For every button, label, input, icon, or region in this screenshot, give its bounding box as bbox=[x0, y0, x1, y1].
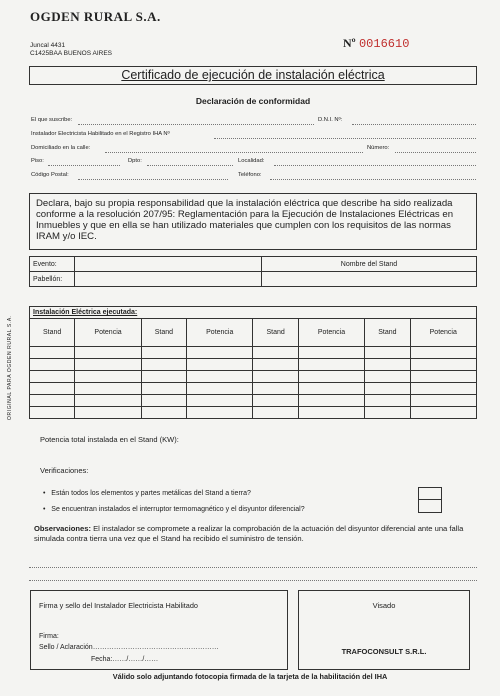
field-suscribe-line[interactable] bbox=[78, 124, 314, 125]
installation-cell[interactable] bbox=[30, 407, 75, 419]
footer-note: Válido solo adjuntando fotocopia firmada de la tarjeta de la habilitación del IHA bbox=[112, 672, 388, 681]
checkbox-divider bbox=[419, 499, 441, 500]
installation-cell[interactable] bbox=[75, 407, 141, 419]
verificaciones-label: Verificaciones: bbox=[40, 466, 89, 475]
installation-cell[interactable] bbox=[141, 371, 186, 383]
verificacion-item-2-text: Se encuentran instalados el interruptor termomagnético y el disyuntor diferencial? bbox=[51, 506, 305, 513]
installation-row bbox=[30, 383, 477, 395]
field-dpto-line[interactable] bbox=[147, 165, 233, 166]
installation-cell[interactable] bbox=[410, 395, 476, 407]
installation-cell[interactable] bbox=[253, 395, 298, 407]
verificaciones-checkbox[interactable] bbox=[418, 487, 442, 513]
visado-title: Visado bbox=[372, 601, 396, 610]
installation-cell[interactable] bbox=[141, 407, 186, 419]
observaciones-text: El instalador se compromete a realizar la comprobación de la actuación del disyuntor diferencial ante una falla simulada contra tierra una vez que el Stand ha recibido el suministro de tensión. bbox=[34, 524, 464, 543]
installation-cell[interactable] bbox=[187, 347, 253, 359]
installation-row bbox=[30, 371, 477, 383]
field-piso: Piso: bbox=[31, 158, 44, 164]
installation-cell[interactable] bbox=[75, 371, 141, 383]
installation-cell[interactable] bbox=[187, 395, 253, 407]
signature-firma: Firma: bbox=[39, 633, 59, 640]
observaciones-label: Observaciones: bbox=[34, 524, 91, 533]
serial-number bbox=[343, 36, 409, 51]
company-address bbox=[30, 42, 112, 58]
installation-col-header: Potencia bbox=[410, 319, 476, 347]
installation-cell[interactable] bbox=[410, 359, 476, 371]
signature-box[interactable] bbox=[30, 590, 288, 670]
visado-box[interactable] bbox=[298, 590, 470, 670]
installation-row bbox=[30, 359, 477, 371]
document-subtitle: Declaración de conformidad bbox=[195, 96, 311, 106]
installation-cell[interactable] bbox=[30, 347, 75, 359]
address-line-1: Juncal 4431 bbox=[30, 42, 66, 49]
installation-cell[interactable] bbox=[298, 371, 364, 383]
verificacion-item-1: • Están todos los elementos y partes metálicas del Stand a tierra? bbox=[43, 490, 251, 497]
event-label: Evento: bbox=[30, 257, 75, 272]
field-instalador-line[interactable] bbox=[214, 138, 476, 139]
signature-title: Firma y sello del Instalador Electricista Habilitado bbox=[39, 601, 198, 610]
declaration-box: Declara, bajo su propia responsabilidad que la instalación eléctrica que describe ha sido realizada conforme a la resolución 207/95: Reglamentación para la Ejecución de Instalaciones Eléctricas en Inmuebles y que en ella se han utilizado materiales que cumplen con los requisitos de las normas IRAM y/o IEC. bbox=[29, 193, 477, 250]
installation-cell[interactable] bbox=[253, 371, 298, 383]
observaciones bbox=[34, 524, 474, 544]
installation-col-header: Stand bbox=[365, 319, 410, 347]
installation-cell[interactable] bbox=[141, 383, 186, 395]
installation-cell[interactable] bbox=[298, 395, 364, 407]
serial-label: Nº bbox=[343, 36, 356, 50]
installation-col-header: Potencia bbox=[75, 319, 141, 347]
installation-cell[interactable] bbox=[365, 347, 410, 359]
company-name: OGDEN RURAL S.A. bbox=[30, 9, 161, 24]
installation-cell[interactable] bbox=[365, 407, 410, 419]
installation-cell[interactable] bbox=[30, 371, 75, 383]
verificacion-item-1-text: Están todos los elementos y partes metálicas del Stand a tierra? bbox=[51, 490, 251, 497]
field-dpto: Dpto: bbox=[128, 158, 142, 164]
installation-col-header: Stand bbox=[30, 319, 75, 347]
installation-cell[interactable] bbox=[30, 383, 75, 395]
installation-cell[interactable] bbox=[30, 359, 75, 371]
installation-cell[interactable] bbox=[365, 383, 410, 395]
observaciones-line-2[interactable] bbox=[29, 580, 477, 581]
field-numero-line[interactable] bbox=[395, 152, 476, 153]
installation-cell[interactable] bbox=[253, 347, 298, 359]
stand-name-header: Nombre del Stand bbox=[262, 257, 477, 272]
installation-cell[interactable] bbox=[365, 359, 410, 371]
pabellon-label: Pabellón: bbox=[30, 272, 75, 287]
installation-cell[interactable] bbox=[410, 407, 476, 419]
installation-caption: Instalación Eléctrica ejecutada: bbox=[30, 307, 477, 319]
installation-cell[interactable] bbox=[141, 347, 186, 359]
pabellon-value-cell[interactable] bbox=[75, 272, 262, 287]
stand-name-cell[interactable] bbox=[262, 272, 477, 287]
installation-col-header: Potencia bbox=[298, 319, 364, 347]
installation-cell[interactable] bbox=[365, 395, 410, 407]
installation-cell[interactable] bbox=[75, 395, 141, 407]
serial-value: 0016610 bbox=[358, 37, 410, 51]
signature-fecha: Fecha:……/……/…… bbox=[91, 656, 159, 663]
event-table bbox=[29, 256, 477, 287]
event-value-cell[interactable] bbox=[75, 257, 262, 272]
installation-col-header: Stand bbox=[253, 319, 298, 347]
side-text: ORIGINAL PARA OGDEN RURAL S.A. bbox=[7, 315, 13, 420]
field-numero: Número: bbox=[367, 145, 390, 151]
field-codigo-postal: Código Postal: bbox=[31, 172, 69, 178]
field-suscribe: El que suscribe: bbox=[31, 117, 73, 123]
installation-cell[interactable] bbox=[30, 395, 75, 407]
installation-cell[interactable] bbox=[253, 359, 298, 371]
installation-cell[interactable] bbox=[365, 371, 410, 383]
signature-sello: Sello / Aclaración……………………………………………… bbox=[39, 644, 219, 651]
installation-cell[interactable] bbox=[298, 359, 364, 371]
installation-cell[interactable] bbox=[141, 359, 186, 371]
installation-cell[interactable] bbox=[298, 347, 364, 359]
field-dni: D.N.I. Nº: bbox=[318, 117, 343, 123]
installation-row bbox=[30, 347, 477, 359]
field-localidad: Localidad: bbox=[238, 158, 265, 164]
visado-company: TRAFOCONSULT S.R.L. bbox=[341, 647, 427, 656]
installation-cell[interactable] bbox=[75, 347, 141, 359]
installation-cell[interactable] bbox=[410, 347, 476, 359]
installation-cell[interactable] bbox=[187, 407, 253, 419]
installation-cell[interactable] bbox=[75, 383, 141, 395]
field-localidad-line[interactable] bbox=[274, 165, 476, 166]
verificacion-item-2: • Se encuentran instalados el interruptor termomagnético y el disyuntor diferencial? bbox=[43, 506, 305, 513]
installation-cell[interactable] bbox=[187, 359, 253, 371]
installation-cell[interactable] bbox=[75, 359, 141, 371]
installation-cell[interactable] bbox=[141, 395, 186, 407]
field-codigo-postal-line[interactable] bbox=[78, 179, 228, 180]
installation-cell[interactable] bbox=[410, 383, 476, 395]
installation-cell[interactable] bbox=[187, 371, 253, 383]
field-instalador: Instalador Electricista Habilitado en el Registro IHA Nº bbox=[31, 131, 170, 137]
installation-cell[interactable] bbox=[298, 407, 364, 419]
installation-table bbox=[29, 306, 477, 419]
installation-cell[interactable] bbox=[298, 383, 364, 395]
field-telefono-line[interactable] bbox=[270, 179, 476, 180]
potencia-total-label: Potencia total instalada en el Stand (KW): bbox=[40, 435, 179, 444]
installation-cell[interactable] bbox=[253, 383, 298, 395]
installation-cell[interactable] bbox=[187, 383, 253, 395]
installation-col-header: Potencia bbox=[187, 319, 253, 347]
field-piso-line[interactable] bbox=[48, 165, 120, 166]
document-title bbox=[29, 66, 477, 85]
observaciones-line-1[interactable] bbox=[29, 567, 477, 568]
field-domicilio-line[interactable] bbox=[105, 152, 363, 153]
installation-row bbox=[30, 395, 477, 407]
installation-col-header: Stand bbox=[141, 319, 186, 347]
installation-cell[interactable] bbox=[253, 407, 298, 419]
field-telefono: Teléfono: bbox=[238, 172, 262, 178]
installation-cell[interactable] bbox=[410, 371, 476, 383]
field-domicilio: Domiciliado en la calle: bbox=[31, 145, 91, 151]
address-line-2: C1425BAA BUENOS AIRES bbox=[30, 50, 113, 57]
field-dni-line[interactable] bbox=[352, 124, 476, 125]
title-text: Certificado de ejecución de instalación eléctrica bbox=[121, 68, 385, 82]
installation-row bbox=[30, 407, 477, 419]
